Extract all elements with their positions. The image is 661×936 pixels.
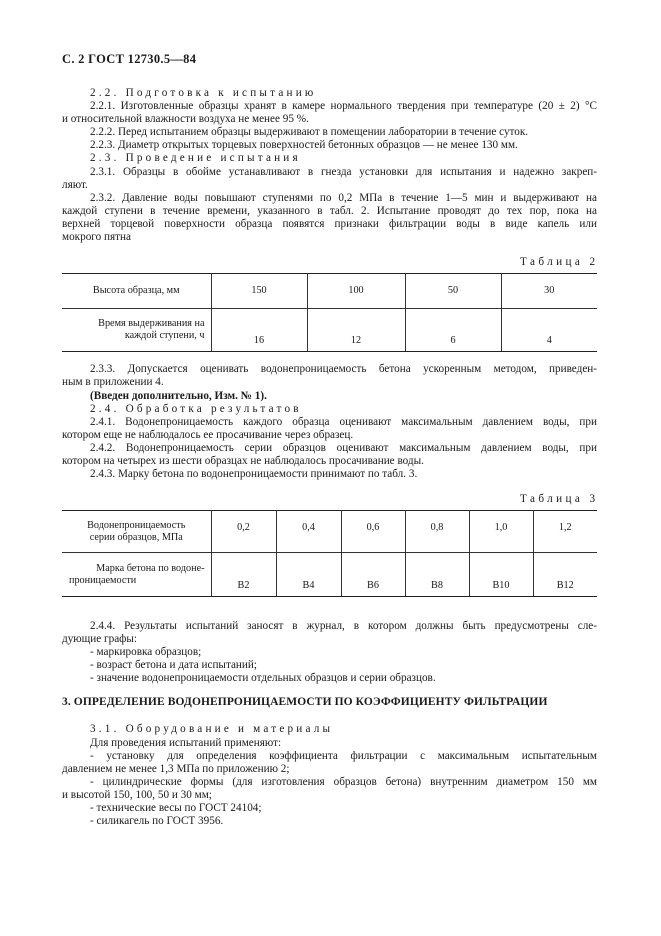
list-item: - маркировка образцов; <box>90 646 202 658</box>
table-3-cell: В10 <box>469 553 533 597</box>
table-2-row1-label: Высота образца, мм <box>62 274 211 309</box>
paragraph-2-3-3-cont: ным в приложении 4. <box>62 376 164 388</box>
paragraph-2-4-1: 2.4.1. Водонепроницаемость каждого образца оценивают максимальным давлением воды, при <box>90 416 597 428</box>
table-3 <box>62 510 597 597</box>
heading-3-1: 3.1. Оборудование и материалы <box>90 723 334 735</box>
table-3-cell: 0,6 <box>341 511 405 553</box>
paragraph-2-4-2-cont: котором на четырех из шести образцах не наблюдалось просачивание воды. <box>62 455 424 467</box>
heading-2-4: 2.4. Обработка результатов <box>90 403 302 415</box>
table-2-cell: 6 <box>405 309 501 352</box>
paragraph-2-2-2: 2.2.2. Перед испытанием образцы выдерживают в помещении лаборатории в течение суток. <box>90 126 529 138</box>
page-header: С. 2 ГОСТ 12730.5—84 <box>62 52 197 66</box>
list-item: - цилиндрические формы (для изготовления образцов бетона) внутренним диаметром 150 мм <box>90 776 597 788</box>
table-3-row1-label-line2: серии образцов, МПа <box>89 531 183 543</box>
table-2-cell: 30 <box>501 274 597 309</box>
paragraph-2-2-1-cont: и относительной влажности воздуха не менее 95 %. <box>62 113 309 125</box>
table-3-row1-label <box>62 511 211 553</box>
table-3-row-permeability <box>62 511 597 553</box>
table-3-row2-label-line2: проницаемости <box>69 574 137 586</box>
list-item: - силикагель по ГОСТ 3956. <box>90 815 224 827</box>
list-item: - возраст бетона и дата испытаний; <box>90 659 258 671</box>
table-2-cell: 150 <box>211 274 307 309</box>
table-3-cell: В6 <box>341 553 405 597</box>
paragraph-2-4-4: 2.4.4. Результаты испытаний заносят в журнал, в котором должны быть предусмотрены сле- <box>90 620 597 632</box>
paragraph-3-1-intro: Для проведения испытаний применяют: <box>90 737 282 749</box>
table-2 <box>62 273 597 352</box>
table-3-row2-label-line1: Марка бетона по водоне- <box>96 562 205 574</box>
table-3-cell: 1,0 <box>469 511 533 553</box>
table-3-cell: В4 <box>276 553 341 597</box>
table-2-cell: 16 <box>211 309 307 352</box>
table-2-row2-label <box>62 309 211 352</box>
table-3-cell: 0,2 <box>211 511 276 553</box>
table-2-cell: 4 <box>501 309 597 352</box>
table-3-cell: В8 <box>405 553 469 597</box>
paragraph-2-3-2: 2.3.2. Давление воды повышают ступенями по 0,2 МПа в течение 1—5 мин и выдерживают на <box>90 192 597 204</box>
list-item: - значение водонепроницаемости отдельных образцов и серии образцов. <box>90 672 436 684</box>
paragraph-2-2-1: 2.2.1. Изготовленные образцы хранят в камере нормального твердения при температуре (20 ± 2) °С <box>90 100 597 112</box>
paragraph-2-3-1: 2.3.1. Образцы в обойме устанавливают в гнезда установки для испытания и надежно закреп- <box>90 166 597 178</box>
table-3-cell: В2 <box>211 553 276 597</box>
heading-2-2: 2.2. Подготовка к испытанию <box>90 87 317 99</box>
table-3-cell: В12 <box>533 553 597 597</box>
paragraph-2-4-1-cont: котором еще не наблюдалось ее просачивание через образец. <box>62 429 354 441</box>
table-2-cell: 50 <box>405 274 501 309</box>
table-3-row2-label <box>62 553 211 597</box>
table-2-caption: Таблица 2 <box>520 256 599 268</box>
paragraph-2-4-4-cont: дующие графы: <box>62 633 138 645</box>
list-item: - установку для определения коэффициента фильтрации с максимальным испытательным <box>90 750 597 762</box>
paragraph-2-3-3: 2.3.3. Допускается оценивать водонепроницаемость бетона ускоренным методом, приведен- <box>90 363 597 375</box>
paragraph-2-3-1-cont: ляют. <box>62 179 88 191</box>
table-2-row-height <box>62 274 597 309</box>
paragraph-2-2-3: 2.2.3. Диаметр открытых торцевых поверхностей бетонных образцов — не менее 130 мм. <box>90 139 518 151</box>
paragraph-2-3-2-line2: каждой ступени в течение времени, указанного в табл. 2. Испытание проводят до тех пор, пока на <box>62 205 597 217</box>
table-2-cell: 12 <box>307 309 405 352</box>
list-item-cont: и высотой 150, 100, 50 и 30 мм; <box>62 789 212 801</box>
table-3-row1-label-line1: Водонепроницаемость <box>87 519 186 531</box>
paragraph-2-4-2: 2.4.2. Водонепроницаемость серии образцов оценивают максимальным давлением воды, при <box>90 442 597 454</box>
table-2-row2-label-line1: Время выдерживания на <box>98 318 205 329</box>
table-3-cell: 1,2 <box>533 511 597 553</box>
paragraph-2-3-2-line4: мокрого пятна <box>62 231 131 243</box>
list-item-cont: давлением не менее 1,3 МПа по приложению 2; <box>62 763 290 775</box>
amendment-note: (Введен дополнительно, Изм. № 1). <box>90 390 267 402</box>
table-3-cell: 0,4 <box>276 511 341 553</box>
table-2-row-time <box>62 309 597 352</box>
table-2-row2-label-line2: каждой ступени, ч <box>124 330 205 341</box>
paragraph-2-3-2-line3: верхней торцевой поверхности образца появятся признаки фильтрации воды в виде капель или <box>62 218 597 230</box>
table-3-row-grade <box>62 553 597 597</box>
table-3-cell: 0,8 <box>405 511 469 553</box>
heading-2-3: 2.3. Проведение испытания <box>90 152 301 164</box>
list-item: - технические весы по ГОСТ 24104; <box>90 802 262 814</box>
paragraph-2-4-3: 2.4.3. Марку бетона по водонепроницаемости принимают по табл. 3. <box>90 468 418 480</box>
section-3-heading: 3. ОПРЕДЕЛЕНИЕ ВОДОНЕПРОНИЦАЕМОСТИ ПО КОЭФФИЦИЕНТУ ФИЛЬТРАЦИИ <box>62 696 548 708</box>
table-2-cell: 100 <box>307 274 405 309</box>
table-3-caption: Таблица 3 <box>520 493 599 505</box>
